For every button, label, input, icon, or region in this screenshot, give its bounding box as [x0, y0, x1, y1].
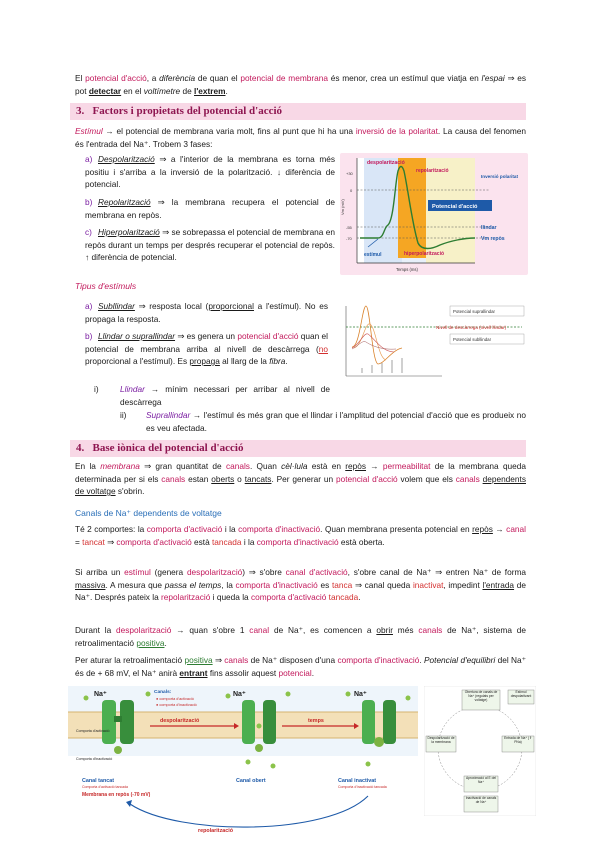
na-ion: [246, 760, 251, 765]
cycle-box-5-text: Inactivació de canals de Na⁺: [465, 796, 497, 804]
tipus-llindar-i: i) Llindar → mínim necessari per arribar al nivell de descàrrega: [94, 384, 330, 407]
na-label-2: Na⁺: [233, 691, 246, 698]
phase-hiperpolaritzacio: c) Hiperpolarització ⇒ se sobrepassa el potencial de membrana en repòs durant un temps per després recuperar el potencial de repòs. ↑ diferència de potencial.: [85, 227, 335, 262]
na-ion: [226, 694, 231, 699]
ch1-inactivation-gate: [114, 746, 122, 754]
label-repol: repolarització: [198, 828, 234, 834]
caption-repos: Membrana en repòs (-70 mV): [82, 792, 151, 798]
na-ion: [257, 724, 262, 729]
th-label-supra: Potencial suprallindar: [453, 309, 495, 314]
ch1-left: [102, 700, 116, 744]
y-axis-label: Vm (mV): [340, 199, 345, 215]
cycle-box-4-text: Aproximació al E del Na⁺: [465, 776, 497, 784]
tick-zero: 0: [350, 188, 353, 193]
label-potencial-accio: Potencial d'acció: [432, 204, 478, 210]
na-ion: [146, 692, 151, 697]
callout-activacio: Comporta d'activació: [76, 729, 110, 733]
th-stimuli: [362, 358, 402, 373]
na-ion: [346, 692, 351, 697]
canals-p4: Per aturar la retroalimentació positiva ⇒ canals de Na⁺ disposen d'una comporta d'inactivació. Potencial d'equilibri del Na⁺ és de + 68 mV, el Na⁺ anirà entrant fins assolir aquest potencial.: [75, 655, 527, 678]
tipus-suprallindar-ii: ii) Suprallindar → l'estímul és més gran que el llindar i l'amplitud del potencial d'acció que es produeix no es veu afectada.: [120, 410, 526, 433]
tick-minus70: -70: [346, 236, 352, 241]
tipus-subllindar: a) Subllindar ⇒ resposta local (proporcional a l'estímul). No es propaga la resposta.: [85, 301, 328, 324]
label-estimul: estímul: [364, 252, 382, 258]
cycle-box-6-text: Estímul despolaritzant: [510, 690, 532, 698]
legend-l1: ● comporta d'activació: [156, 697, 194, 701]
caption-tancat: Canal tancat: [82, 778, 115, 784]
label-vm-repos: Vm repòs: [481, 236, 505, 242]
ch2-right: [263, 700, 276, 744]
section-3-heading: 3. Factors i propietats del potencial d'acció: [70, 103, 526, 120]
tipus-title: Tipus d'estímuls: [75, 281, 137, 291]
intro-paragraph: El potencial d'acció, a diferència de quan el potencial de membrana és menor, crea un estímul que viatja en l'espai ⇒ es pot detectar en el voltímetre de l'extrem.: [75, 73, 526, 96]
label-inversio: Inversió polaritat: [481, 174, 519, 179]
ch2-inactivation-gate: [255, 744, 263, 752]
caption-inactivat-sub: Comporta d'inactivació tancada: [338, 785, 387, 789]
na-ion: [84, 696, 89, 701]
feedback-cycle-figure: [424, 686, 536, 816]
section-4-heading: 4. Base iònica del potencial d'acció: [70, 440, 526, 457]
ch1-right: [120, 700, 134, 744]
label-despol: despolarització: [367, 160, 405, 166]
estimul-paragraph: Estímul → el potencial de membrana varia molt, fins al punt que hi ha una inversió de la polaritat. La causa del fenomen és l'entrada del Na⁺. Trobem 3 fases:: [75, 126, 526, 149]
canals-p3: Durant la despolarització → quan s'obre 1 canal de Na⁺, es comencen a obrir més canals de Na⁺, sistema de retroalimentació positiva.: [75, 625, 526, 648]
label-temps: temps: [308, 718, 324, 724]
legend-l2: ● comporta d'inactivació: [156, 703, 197, 707]
phase-repolaritzacio: b) Repolarització ⇒ la membrana recupera el potencial de membrana en repòs.: [85, 197, 335, 220]
ch2-left: [242, 700, 255, 744]
tick-minus55: -55: [346, 225, 352, 230]
th-curve-supra: [352, 306, 402, 364]
despol-band: [364, 158, 402, 263]
label-repol: repolarització: [416, 168, 449, 174]
callout-inactivacio: Comporta d'inactivació: [76, 757, 113, 761]
base-ionica-paragraph: En la membrana ⇒ gran quantitat de canals. Quan cèl·lula està en repòs → permeabilitat de la membrana queda determinada per si els canals estan oberts o tancats. Per generar un potencial d'acció volem que els canals dependents de voltatge s'obrin.: [75, 461, 527, 496]
legend-title: Canals:: [154, 690, 172, 695]
th-label-sub: Potencial subllindar: [453, 337, 492, 342]
canals-title: Canals de Na⁺ dependents de voltatge: [75, 508, 222, 518]
cycle-box-2-text: Entrada de Na⁺ (⇑ PNa): [504, 736, 532, 744]
ch1-activation-gate: [114, 716, 122, 722]
na-ion: [286, 692, 291, 697]
label-hiper: hiperpolarització: [404, 251, 445, 257]
caption-inactivat: Canal inactivat: [338, 778, 377, 784]
canals-p1: Té 2 comportes: la comporta d'activació i la comporta d'inactivació. Quan membrana presenta potencial en repòs → canal = tancat ⇒ comporta d'activació està tancada i la comporta d'inactivació està oberta.: [75, 524, 527, 547]
label-llindar: llindar: [481, 225, 497, 231]
th-label-discharge: Nivell de descàrrega (nivell llindar): [436, 325, 507, 330]
threshold-figure: [332, 302, 528, 380]
arrow-repol: [130, 796, 368, 827]
tick-plus30: +30: [346, 171, 353, 176]
na-label-3: Na⁺: [354, 691, 367, 698]
cycle-box-1-text: Obertura de canals de Na⁺ (regulats per voltatge): [464, 690, 498, 702]
cycle-box-3-text: Despolarització de la membrana: [427, 736, 455, 744]
sodium-channel-figure: [68, 686, 418, 836]
x-axis-label: Temps (ms): [396, 267, 418, 272]
na-label-1: Na⁺: [94, 691, 107, 698]
arrow-repol-head: [126, 800, 132, 807]
phase-despolaritzacio: a) Despolarització ⇒ a l'interior de la membrana es torna més positiu i s'arriba a la inversió de la polarització. ↓ diferència de potencial.: [85, 154, 335, 189]
action-potential-figure: [340, 153, 528, 275]
ch3-inactivation-gate: [374, 737, 384, 747]
na-ion: [406, 696, 411, 701]
ch3-right: [383, 700, 396, 744]
tipus-llindar: b) Llindar o suprallindar ⇒ es genera un potencial d'acció quan el potencial de membrana arriba al nivell de descàrrega (no proporcional a l'estímul). Es propaga al llarg de la fibra.: [85, 331, 328, 366]
ch3-left: [362, 700, 375, 744]
canals-p2: Si arriba un estímul (genera despolarització) ⇒ s'obre canal d'activació, s'obre canal de Na⁺ ⇒ entren Na⁺ de forma massiva. A mesura que passa el temps, la comporta d'inactivació es tanca ⇒ canal queda inactivat, impedint l'entrada de Na⁺. Després pateix la repolarització i queda la comporta d'activació tancada.: [75, 567, 527, 602]
na-ion: [366, 762, 371, 767]
label-despol: despolarització: [160, 718, 200, 724]
na-ion: [271, 764, 276, 769]
caption-tancat-sub: Comporta d'activació tancada: [82, 785, 128, 789]
caption-obert: Canal obert: [236, 778, 266, 784]
